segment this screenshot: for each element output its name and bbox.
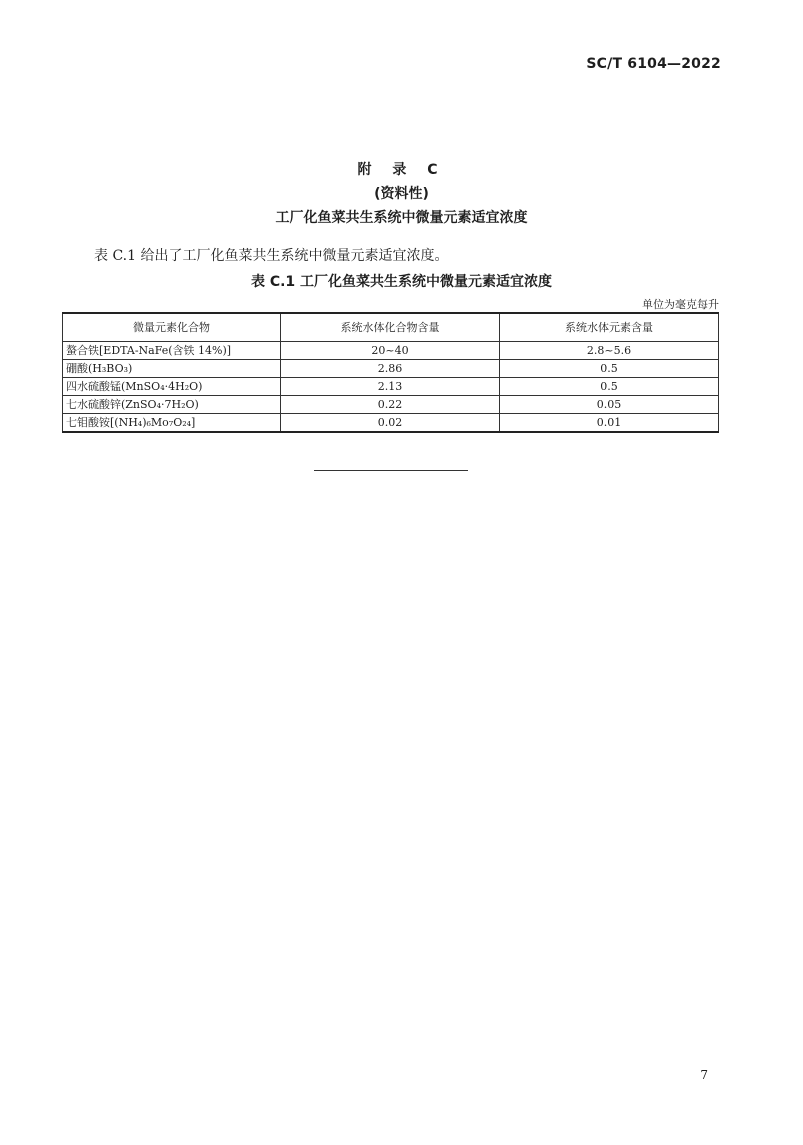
compound-cell: 螯合铁[EDTA-NaFe(含铁 14%)] (63, 342, 281, 360)
compound-content-cell: 2.86 (281, 360, 500, 378)
compound-cell: 硼酸(H₃BO₃) (63, 360, 281, 378)
element-content-cell: 0.5 (500, 360, 719, 378)
element-content-cell: 2.8~5.6 (500, 342, 719, 360)
trace-element-table (62, 312, 719, 433)
element-content-cell: 0.05 (500, 396, 719, 414)
table-row (63, 414, 719, 433)
table-row (63, 378, 719, 396)
end-rule (314, 470, 468, 471)
header-compound-content: 系统水体化合物含量 (281, 313, 500, 342)
page-number: 7 (700, 1068, 708, 1082)
compound-content-cell: 0.22 (281, 396, 500, 414)
compound-cell: 七钼酸铵[(NH₄)₆Mo₇O₂₄] (63, 414, 281, 433)
compound-content-cell: 0.02 (281, 414, 500, 433)
compound-cell: 七水硫酸锌(ZnSO₄·7H₂O) (63, 396, 281, 414)
table-row (63, 342, 719, 360)
header-compound: 微量元素化合物 (63, 313, 281, 342)
annex-type: (资料性) (374, 186, 429, 202)
compound-content-cell: 20~40 (281, 342, 500, 360)
intro-paragraph: 表 C.1 给出了工厂化鱼菜共生系统中微量元素适宜浓度。 (94, 248, 449, 264)
table-header-row (63, 313, 719, 342)
annex-name: 工厂化鱼菜共生系统中微量元素适宜浓度 (275, 210, 528, 226)
element-content-cell: 0.01 (500, 414, 719, 433)
compound-content-cell: 2.13 (281, 378, 500, 396)
table-row (63, 396, 719, 414)
element-content-cell: 0.5 (500, 378, 719, 396)
unit-note: 单位为毫克每升 (642, 298, 719, 311)
table-caption: 表 C.1 工厂化鱼菜共生系统中微量元素适宜浓度 (250, 274, 553, 290)
annex-title: 附 录 C (357, 162, 446, 178)
table-row (63, 360, 719, 378)
document-code: SC/T 6104—2022 (586, 56, 721, 72)
compound-cell: 四水硫酸锰(MnSO₄·4H₂O) (63, 378, 281, 396)
header-element-content: 系统水体元素含量 (500, 313, 719, 342)
